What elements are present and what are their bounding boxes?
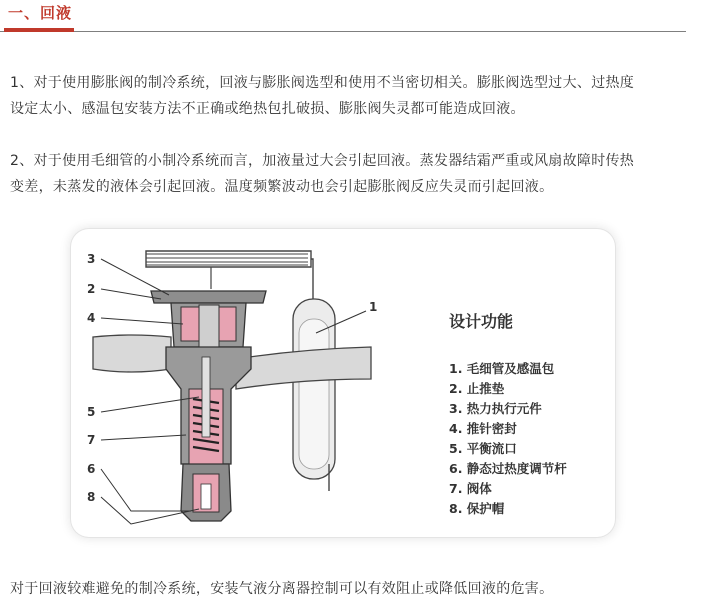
callout-8: 8 xyxy=(87,490,96,504)
paragraph-1-line-2: 设定太小、感温包安装方法不正确或绝热包扎破损、膨胀阀失灵都可能造成回液。 xyxy=(10,101,525,117)
legend-item: 2. 止推垫 xyxy=(449,381,505,396)
callout-4: 4 xyxy=(87,311,96,325)
legend-item: 7. 阀体 xyxy=(449,481,492,496)
paragraph-2-line-1: 2、对于使用毛细管的小制冷系统而言，加液量过大会引起回液。蒸发器结霜严重或风扇故障时传热 xyxy=(10,153,635,169)
legend-list xyxy=(449,359,567,519)
section-underline xyxy=(4,28,74,32)
section-header xyxy=(0,0,686,32)
legend-item: 5. 平衡流口 xyxy=(449,441,517,456)
legend-item: 8. 保护帽 xyxy=(449,501,505,516)
paragraph-2 xyxy=(10,148,690,200)
callout-1: 1 xyxy=(369,300,378,314)
legend-item: 6. 静态过热度调节杆 xyxy=(449,461,567,476)
section-title: 一、回液 xyxy=(8,4,73,22)
valve-body xyxy=(166,347,251,464)
callout-2: 2 xyxy=(87,282,96,296)
legend-title: 设计功能 xyxy=(449,312,514,331)
legend-item: 4. 推针密封 xyxy=(449,421,517,436)
callout-3: 3 xyxy=(87,252,96,266)
callout-5: 5 xyxy=(87,405,96,419)
legend-item: 3. 热力执行元件 xyxy=(449,401,542,416)
callout-7: 7 xyxy=(87,433,96,447)
protective-cap xyxy=(181,464,231,521)
expansion-valve-figure xyxy=(71,229,615,537)
callout-6: 6 xyxy=(87,462,96,476)
legend-item: 1. 毛细管及感温包 xyxy=(449,361,555,376)
paragraph-1-line-1: 1、对于使用膨胀阀的制冷系统，回液与膨胀阀选型和使用不当密切相关。膨胀阀选型过大、过热度 xyxy=(10,75,635,91)
paragraph-2-line-2: 变差，未蒸发的液体会引起回液。温度频繁波动也会引起膨胀阀反应失灵而引起回液。 xyxy=(10,179,554,195)
sensing-bulb xyxy=(293,299,335,479)
paragraph-3: 对于回液较难避免的制冷系统，安装气液分离器控制可以有效阻止或降低回液的危害。 xyxy=(10,581,554,597)
paragraph-1 xyxy=(10,70,690,122)
